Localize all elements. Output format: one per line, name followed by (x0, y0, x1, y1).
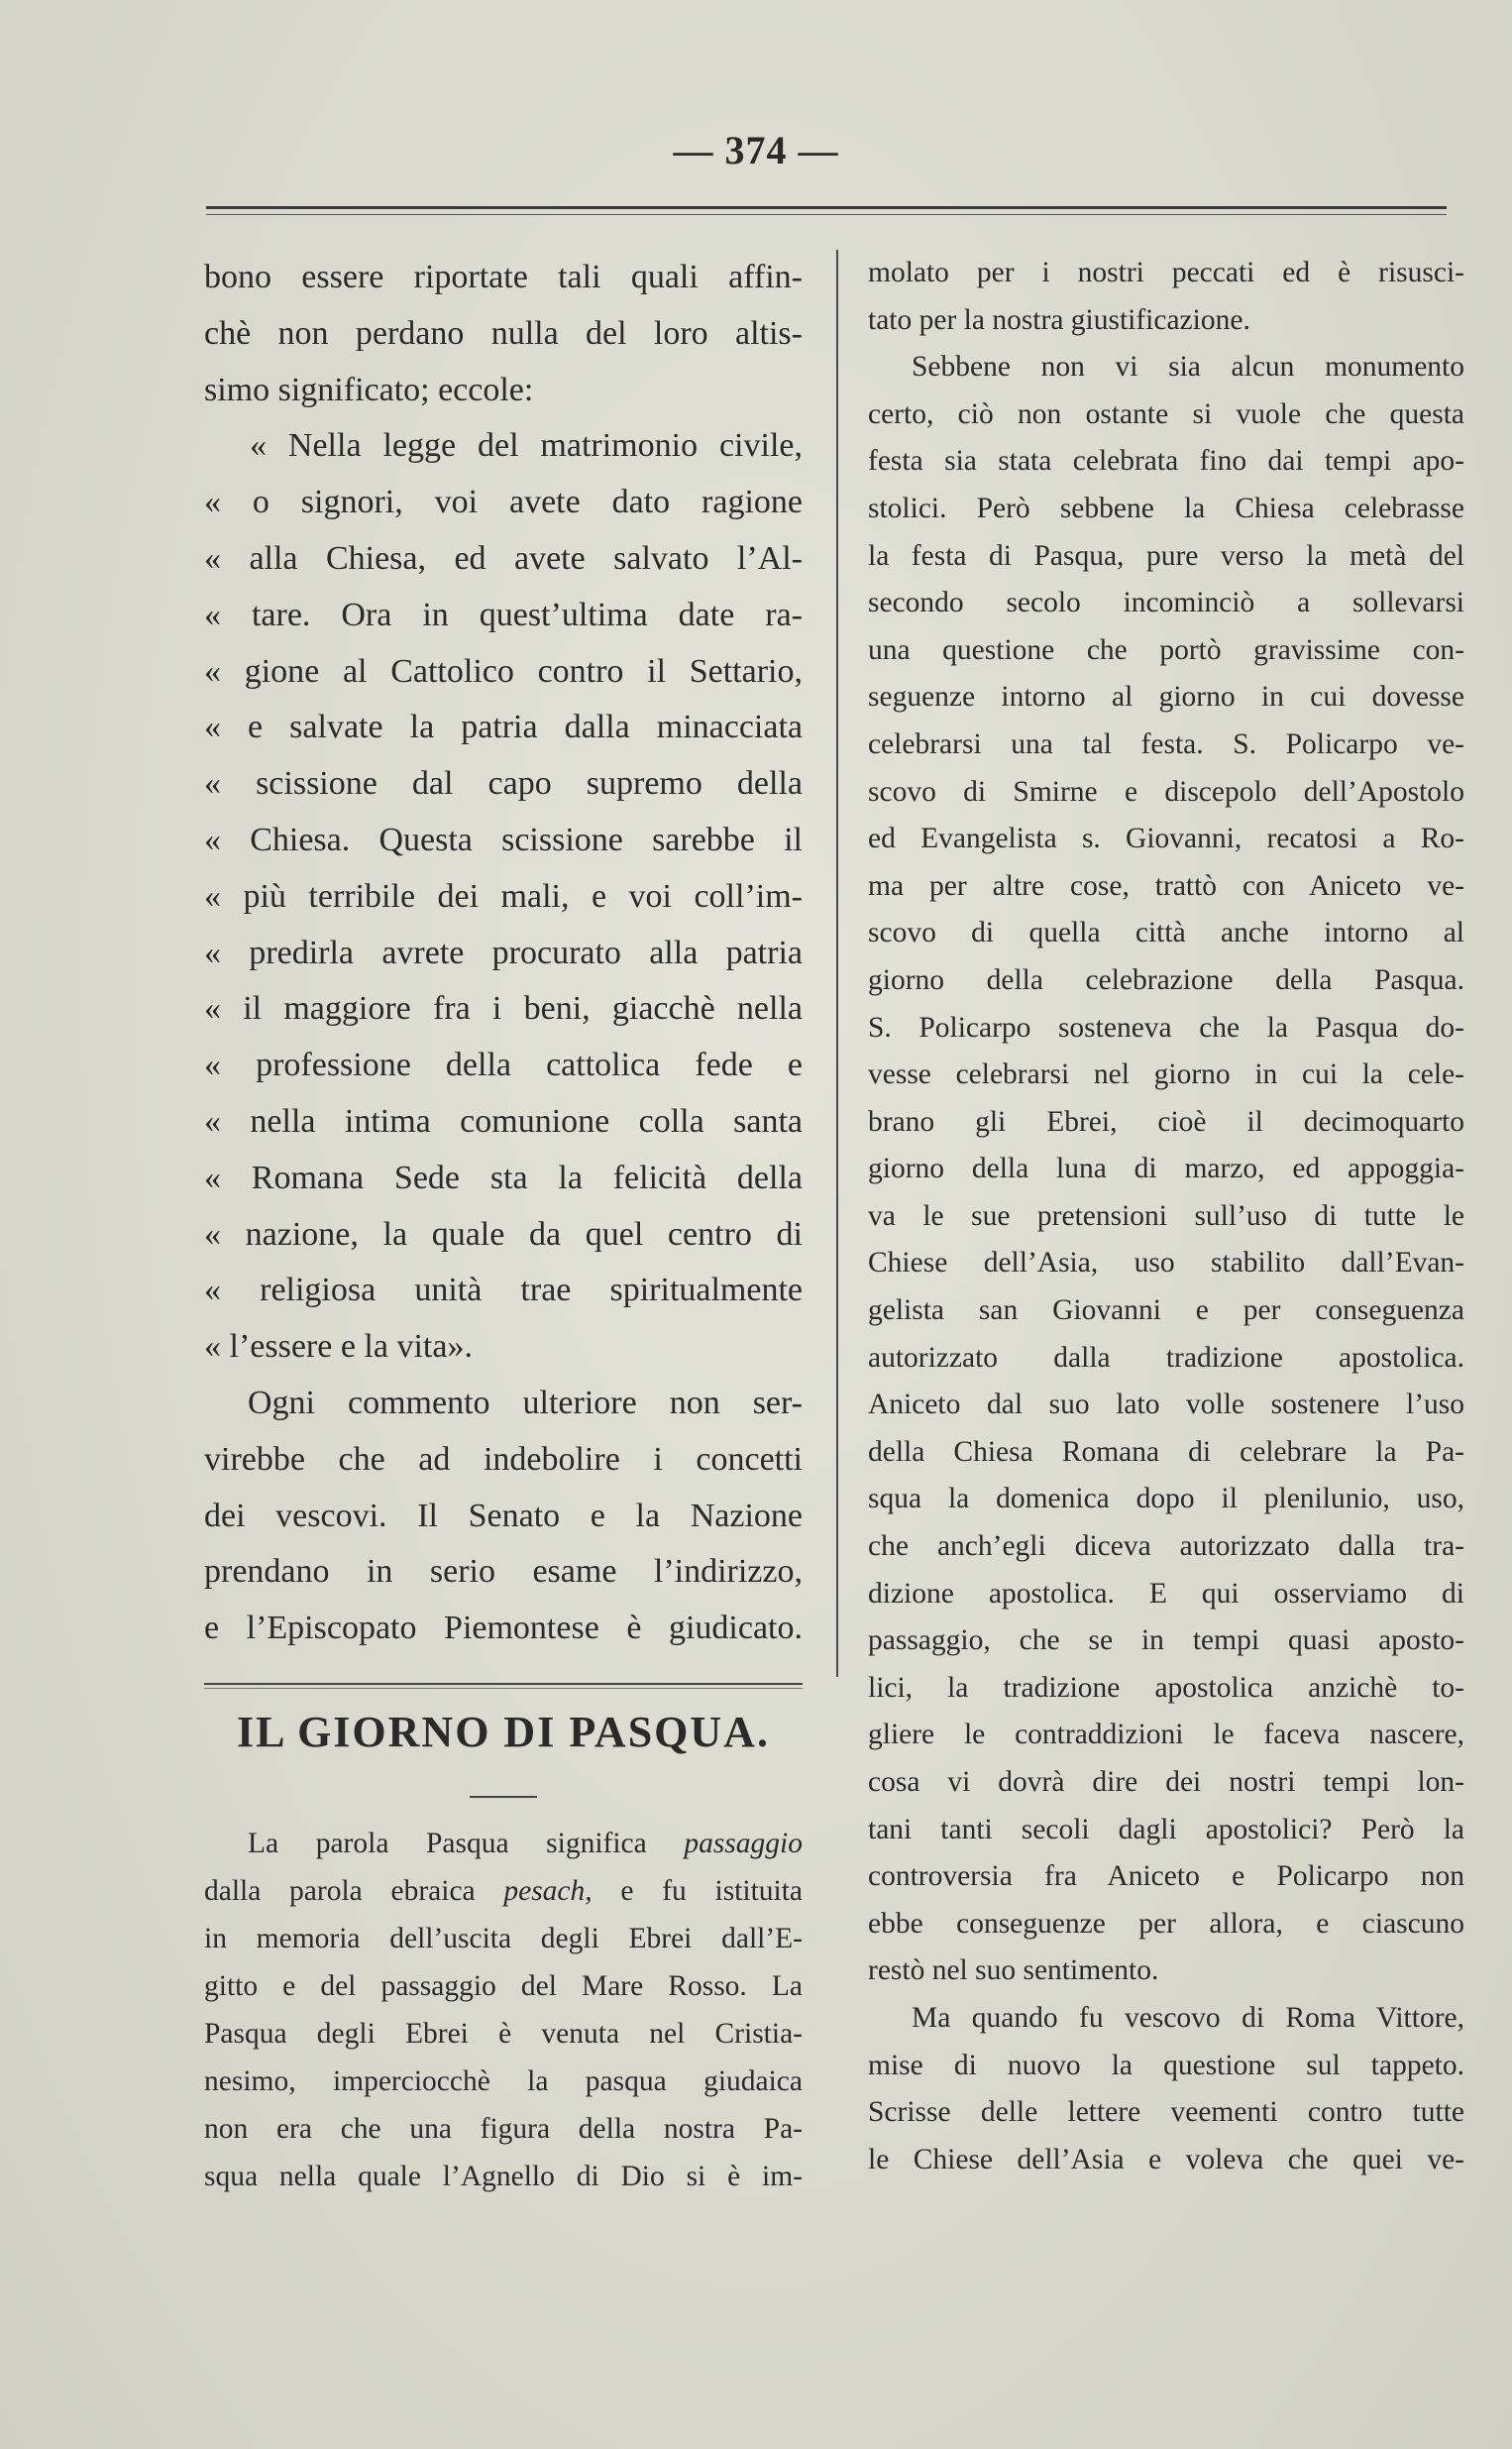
text-line: Sebbene non vi sia alcun monumento (912, 351, 1464, 384)
page-number: — 374 — (673, 128, 839, 172)
quote-line: « Nella legge del matrimonio civile, (250, 427, 803, 465)
text-line: mise di nuovo la questione sul tappeto. (868, 2049, 1464, 2081)
text-line: giorno della celebrazione della Pasqua. (868, 963, 1464, 996)
text-line: lici, la tradizione apostolica anzichè to- (868, 1671, 1464, 1704)
text-line: chè non perdano nulla del loro altis- (204, 314, 803, 352)
text-line: prendano in serio esame l’indirizzo, (204, 1553, 803, 1591)
text-line: Pasqua degli Ebrei è venuta nel Cristia- (204, 2018, 803, 2050)
quote-line: « o signori, voi avete dato ragione (204, 484, 803, 521)
text-line: Scrisse delle lettere veementi contro tutte (868, 2096, 1464, 2129)
text-line: ed Evangelista s. Giovanni, recatosi a Ro- (868, 823, 1464, 855)
text-line: squa nella quale l’Agnello di Dio si è im- (204, 2161, 803, 2192)
text-line: Ma quando fu vescovo di Roma Vittore, (912, 2001, 1464, 2034)
quote-line: « predirla avrete procurato alla patria (204, 934, 803, 971)
quote-line: « professione della cattolica fede e (204, 1047, 803, 1084)
text-line: passaggio, che se in tempi quasi aposto- (868, 1624, 1464, 1657)
text-line: gelista san Giovanni e per conseguenza (868, 1294, 1464, 1327)
quote-line: « gione al Cattolico contro il Settario, (204, 652, 803, 690)
text-line: gliere le contraddizioni le faceva nascere, (868, 1719, 1464, 1751)
section-title: IL GIORNO DI PASQUA. (237, 1708, 770, 1756)
quote-line: « religiosa unità trae spiritualmente (204, 1272, 803, 1309)
text-segment: e fu istituita (592, 1875, 803, 1907)
text-line: festa sia stata celebrata fino dai tempi apo- (868, 445, 1464, 478)
quote-line: « l’essere e la vita». (204, 1328, 473, 1366)
header-rule (206, 206, 1447, 215)
text-line: Chiese dell’Asia, uso stabilito dall’Evan- (868, 1247, 1464, 1280)
text-line: squa la domenica dopo il plenilunio, uso, (868, 1483, 1464, 1515)
text-line (204, 1820, 803, 1867)
text-line (204, 1867, 803, 1915)
text-line: che anch’egli diceva autorizzato dalla tra- (868, 1530, 1464, 1563)
text-line: stolici. Però sebbene la Chiesa celebrasse (868, 492, 1464, 524)
text-line: simo significato; eccole: (204, 371, 534, 408)
quote-line: « Chiesa. Questa scissione sarebbe il (204, 821, 803, 858)
quote-line: « scissione dal capo supremo della (204, 765, 803, 803)
text-line: in memoria dell’uscita degli Ebrei dall’E- (204, 1923, 803, 1954)
text-line: Aniceto dal suo lato volle sostenere l’uso (868, 1389, 1464, 1421)
text-line: non era che una figura della nostra Pa- (204, 2113, 803, 2145)
text-line: scovo di quella città anche intorno al (868, 917, 1464, 949)
italic-word: passaggio (684, 1828, 803, 1859)
text-line: tani tanti secoli dagli apostolici? Però la (868, 1813, 1464, 1845)
quote-line: « e salvate la patria dalla minacciata (204, 709, 803, 746)
quote-line: « Romana Sede sta la felicità della (204, 1159, 803, 1196)
text-line: molato per i nostri peccati ed è risusci- (868, 257, 1464, 288)
text-line: restò nel suo sentimento. (868, 1954, 1159, 1987)
text-segment: dalla parola ebraica (204, 1875, 504, 1907)
text-line: vesse celebrarsi nel giorno in cui la cele- (868, 1058, 1464, 1091)
text-line: una questione che portò gravissime con- (868, 633, 1464, 666)
section-body (204, 1820, 803, 2200)
text-line: controversia fra Aniceto e Policarpo non (868, 1860, 1464, 1893)
text-line: la festa di Pasqua, pure verso la metà del (868, 539, 1464, 572)
quote-line: « nella intima comunione colla santa (204, 1102, 803, 1140)
text-line: autorizzato dalla tradizione apostolica. (868, 1341, 1464, 1374)
section-rule (204, 1683, 803, 1689)
text-line: secondo secolo incominciò a sollevarsi (868, 587, 1464, 619)
column-divider (836, 250, 838, 1677)
text-line: seguenze intorno al giorno in cui dovesse (868, 681, 1464, 714)
text-line: cosa vi dovrà dire dei nostri tempi lon- (868, 1766, 1464, 1798)
right-column (868, 250, 1464, 2183)
text-line: virebbe che ad indebolire i concetti (204, 1440, 803, 1478)
text-line: scovo di Smirne e discepolo dell’Apostolo (868, 775, 1464, 808)
text-line: S. Policarpo sosteneva che la Pasqua do- (868, 1011, 1464, 1044)
text-line: e l’Episcopato Piemontese è giudicato. (204, 1610, 803, 1647)
text-line: ebbe conseguenze per allora, e ciascuno (868, 1907, 1464, 1940)
text-line: giorno della luna di marzo, ed appoggia- (868, 1153, 1464, 1185)
quote-line: « alla Chiesa, ed avete salvato l’Al- (204, 539, 803, 577)
text-line: Ogni commento ulteriore non ser- (248, 1384, 803, 1421)
text-line: gitto e del passaggio del Mare Rosso. La (204, 1970, 803, 2002)
text-line: nesimo, imperciocchè la pasqua giudaica (204, 2065, 803, 2097)
text-line: brano gli Ebrei, cioè il decimoquarto (868, 1105, 1464, 1138)
quote-line: « tare. Ora in quest’ultima date ra- (204, 596, 803, 633)
text-line: celebrarsi una tal festa. S. Policarpo ve- (868, 727, 1464, 760)
text-line: va le sue pretensioni sull’uso di tutte le (868, 1199, 1464, 1232)
text-line: le Chiese dell’Asia e voleva che quei ve- (868, 2143, 1464, 2175)
text-line: ma per altre cose, trattò con Aniceto ve- (868, 869, 1464, 902)
quote-line: « più terribile dei mali, e voi coll’im- (204, 877, 803, 915)
left-column (204, 250, 803, 1657)
text-line: tato per la nostra giustificazione. (868, 303, 1250, 336)
italic-word: pesach, (503, 1875, 593, 1907)
text-segment: La parola Pasqua significa (248, 1828, 685, 1859)
quote-line: « nazione, la quale da quel centro di (204, 1215, 803, 1253)
text-line: dei vescovi. Il Senato e la Nazione (204, 1497, 803, 1534)
quote-line: « il maggiore fra i beni, giacchè nella (204, 990, 803, 1028)
text-line: dizione apostolica. E qui osserviamo di (868, 1577, 1464, 1610)
title-dash (470, 1796, 537, 1798)
text-line: della Chiesa Romana di celebrare la Pa- (868, 1435, 1464, 1468)
text-line: bono essere riportate tali quali affin- (204, 259, 803, 295)
text-line: certo, ciò non ostante si vuole che questa (868, 397, 1464, 430)
